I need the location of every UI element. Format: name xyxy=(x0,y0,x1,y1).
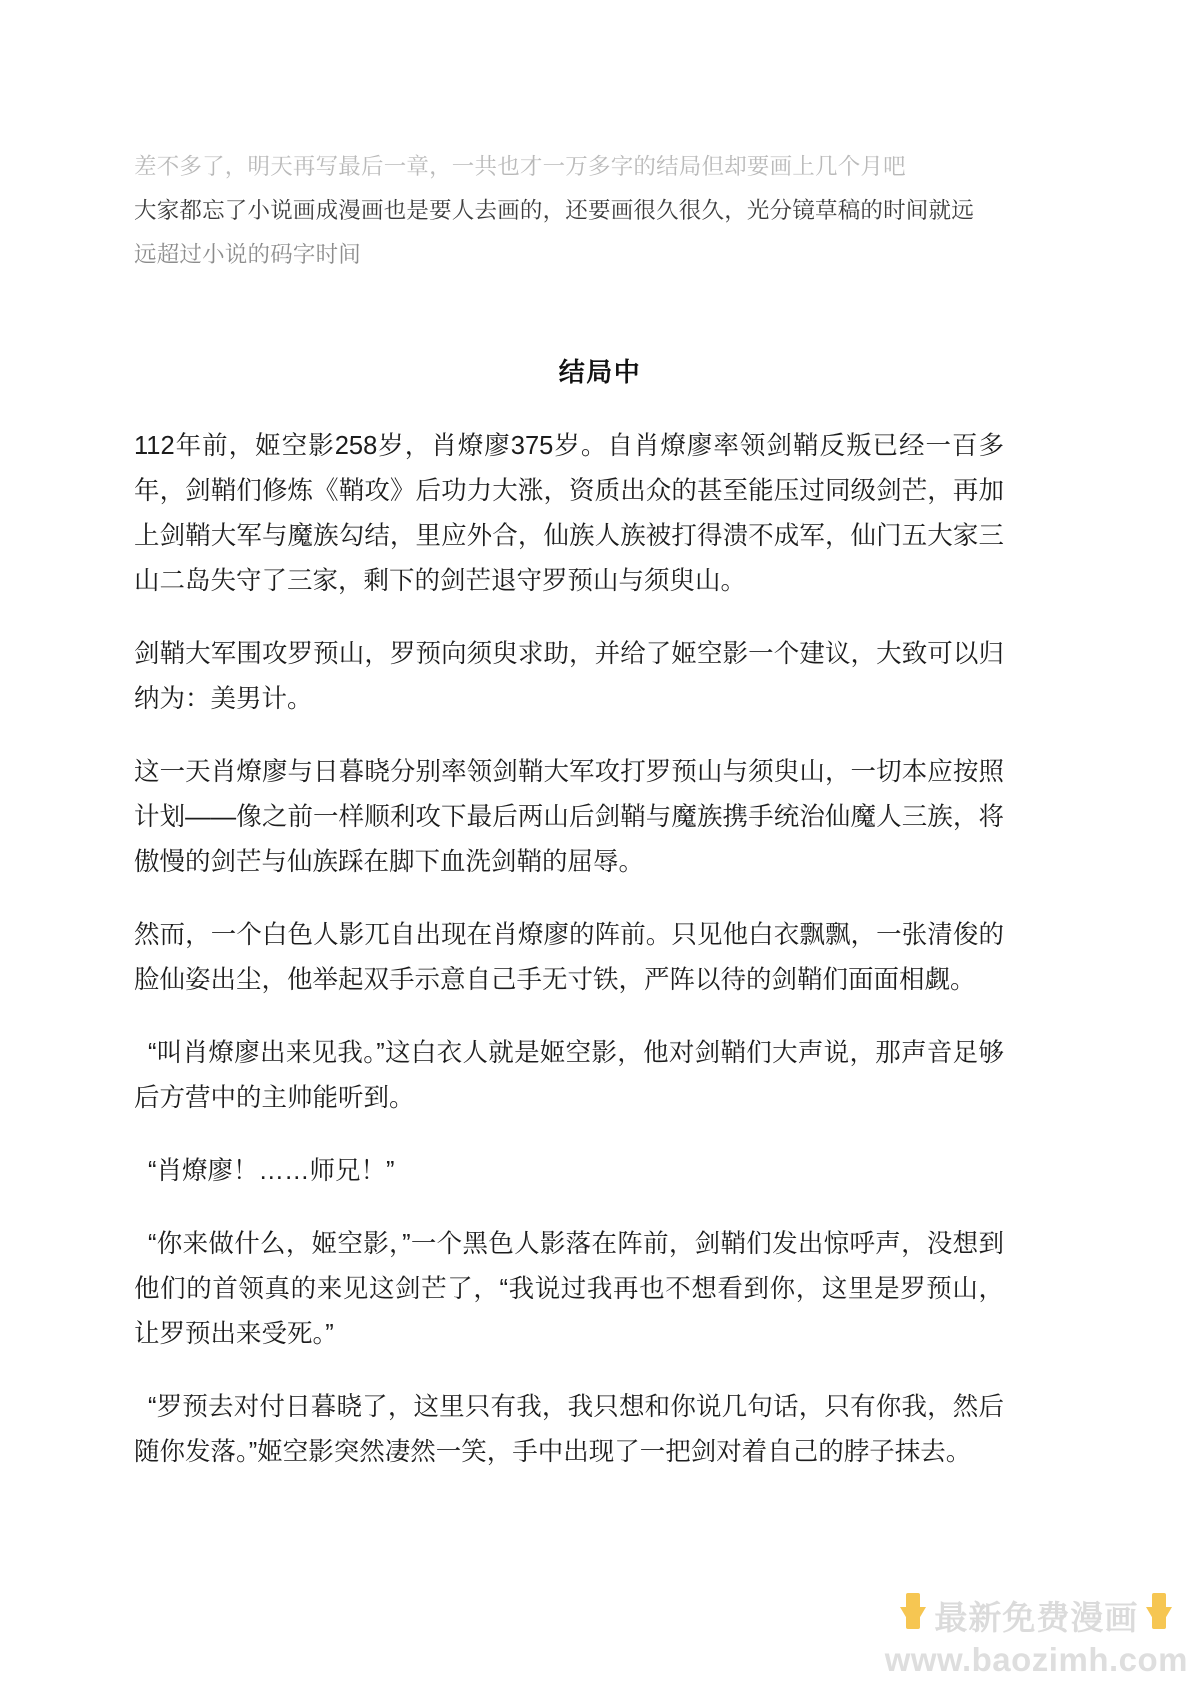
site-watermark xyxy=(885,1598,1188,1680)
watermark-url: www.baozimh.com xyxy=(884,1641,1188,1678)
paragraph: “罗预去对付日暮晓了，这里只有我，我只想和你说几句话，只有你我，然后随你发落。”姬空影突然凄然一笑，手中出现了一把剑对着自己的脖子抹去。 xyxy=(134,1393,1004,1466)
paragraph: “肖燎廖！……师兄！” xyxy=(148,1157,395,1185)
author-note-line-1: 差不多了，明天再写最后一章，一共也才一万多字的结局但却要画上几个月吧 xyxy=(134,154,906,179)
down-arrow-icon-right xyxy=(1146,1607,1172,1629)
author-note-line-3: 远超过小说的码字时间 xyxy=(134,242,362,267)
paragraph: 剑鞘大军围攻罗预山，罗预向须臾求助，并给了姬空影一个建议，大致可以归纳为：美男计。 xyxy=(134,640,1004,713)
chapter-title: 结局中 xyxy=(558,357,642,387)
paragraph: 然而，一个白色人影兀自出现在肖燎廖的阵前。只见他白衣飘飘，一张清俊的脸仙姿出尘，他举起双手示意自己手无寸铁，严阵以待的剑鞘们面面相觑。 xyxy=(134,921,1004,994)
author-note-line-2: 大家都忘了小说画成漫画也是要人去画的，还要画很久很久，光分镜草稿的时间就远 xyxy=(134,198,974,223)
author-note xyxy=(134,145,1000,277)
watermark-title: 最新免费漫画 xyxy=(934,1599,1139,1636)
paragraph: 这一天肖燎廖与日暮晓分别率领剑鞘大军攻打罗预山与须臾山，一切本应按照计划——像之前一样顺利攻下最后两山后剑鞘与魔族携手统治仙魔人三族，将傲慢的剑芒与仙族踩在脚下血洗剑鞘的屈辱。 xyxy=(134,758,1004,876)
chapter-body xyxy=(134,424,1004,1475)
paragraph: 112年前，姬空影258岁，肖燎廖375岁。自肖燎廖率领剑鞘反叛已经一百多年，剑鞘们修炼《鞘攻》后功力大涨，资质出众的甚至能压过同级剑芒，再加上剑鞘大军与魔族勾结，里应外合，仙族人族被打得溃不成军，仙门五大家三山二岛失守了三家，剩下的剑芒退守罗预山与须臾山。 xyxy=(134,432,1004,595)
watermark-title-row xyxy=(885,1598,1188,1638)
paragraph: “叫肖燎廖出来见我。”这白衣人就是姬空影，他对剑鞘们大声说，那声音足够后方营中的主帅能听到。 xyxy=(134,1039,1004,1112)
paragraph: “你来做什么，姬空影，”一个黑色人影落在阵前，剑鞘们发出惊呼声，没想到他们的首领真的来见这剑芒了，“我说过我再也不想看到你，这里是罗预山，让罗预出来受死。” xyxy=(134,1230,1004,1348)
down-arrow-icon-left xyxy=(900,1607,926,1629)
